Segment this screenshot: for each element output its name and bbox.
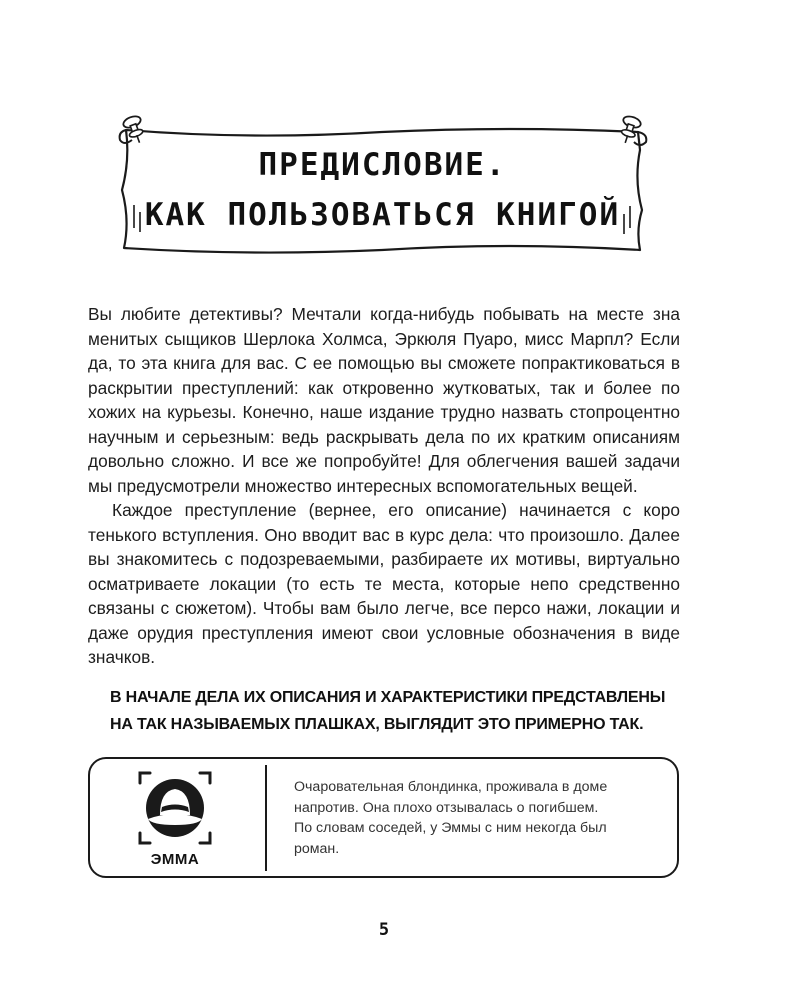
p2-line: средственно связаны с сюжетом). Чтобы вам было легче, все персо	[88, 573, 680, 618]
page-title	[110, 140, 655, 240]
character-name: ЭММА	[150, 851, 200, 868]
body-text	[88, 302, 680, 670]
p1-line: да, то эта книга для вас. С ее помощью вы сможете попрактиковаться	[88, 353, 671, 373]
desc-line: Очаровательная блондинка, проживала в доме	[294, 779, 608, 795]
title-line-2: КАК ПОЛЬЗОВАТЬСЯ КНИГОЙ	[144, 197, 621, 233]
title-banner	[110, 110, 655, 260]
p2-line: Каждое преступление (вернее, его описание) начинается с коро	[112, 500, 680, 520]
p1-line: довольно сложно. И все же попробуйте! Для облегчения вашей задачи	[88, 451, 680, 471]
p1-line: хожих на курьезы. Конечно, наше издание трудно назвать стопроцентно	[88, 402, 680, 422]
emphasis-text	[110, 684, 685, 738]
hat-icon	[136, 769, 214, 847]
p1-line: в раскрытии преступлений: как откровенно жутковатых, так и более по	[88, 353, 680, 398]
character-description	[294, 777, 664, 859]
p2-line: виртуально осматриваете локации (то есть те места, которые непо	[88, 549, 680, 594]
emphasis-line-1: В НАЧАЛЕ ДЕЛА ИХ ОПИСАНИЯ И ХАРАКТЕРИСТИКИ ПРЕДСТАВЛЕНЫ	[110, 689, 666, 706]
paragraph-2	[88, 498, 680, 670]
emphasis-line-2: НА ТАК НАЗЫВАЕМЫХ ПЛАШКАХ, ВЫГЛЯДИТ ЭТО ПРИМЕРНО ТАК.	[110, 716, 644, 733]
desc-line: роман.	[294, 840, 340, 857]
p1-line: менитых сыщиков Шерлока Холмса, Эркюля Пуаро, мисс Марпл? Если	[88, 328, 680, 349]
character-card	[88, 757, 679, 878]
p2-line: обозначения в виде значков.	[88, 622, 680, 667]
p1-line: научным и серьезным: ведь раскрывать дела по их кратким описаниям	[88, 426, 680, 447]
p1-line: Вы любите детективы? Мечтали когда-нибудь побывать на месте зна	[88, 304, 680, 324]
p2-line: нажи, локации и даже орудия преступления имеют свои условные	[88, 598, 680, 643]
page-number: 5	[378, 920, 390, 940]
p2-line: Далее вы знакомитесь с подозреваемыми, разбираете их мотивы,	[88, 524, 680, 569]
card-divider	[265, 765, 267, 871]
desc-line: напротив. Она плохо отзывалась о погибшем.	[294, 799, 599, 816]
paragraph-1	[88, 302, 680, 498]
p1-line: мы предусмотрели множество интересных вспомогательных вещей.	[88, 475, 638, 496]
title-line-1: ПРЕДИСЛОВИЕ.	[258, 147, 507, 183]
desc-line: По словам соседей, у Эммы с ним некогда был	[294, 820, 607, 836]
p2-line: тенького вступления. Оно вводит вас в курс дела: что произошло.	[88, 524, 630, 545]
